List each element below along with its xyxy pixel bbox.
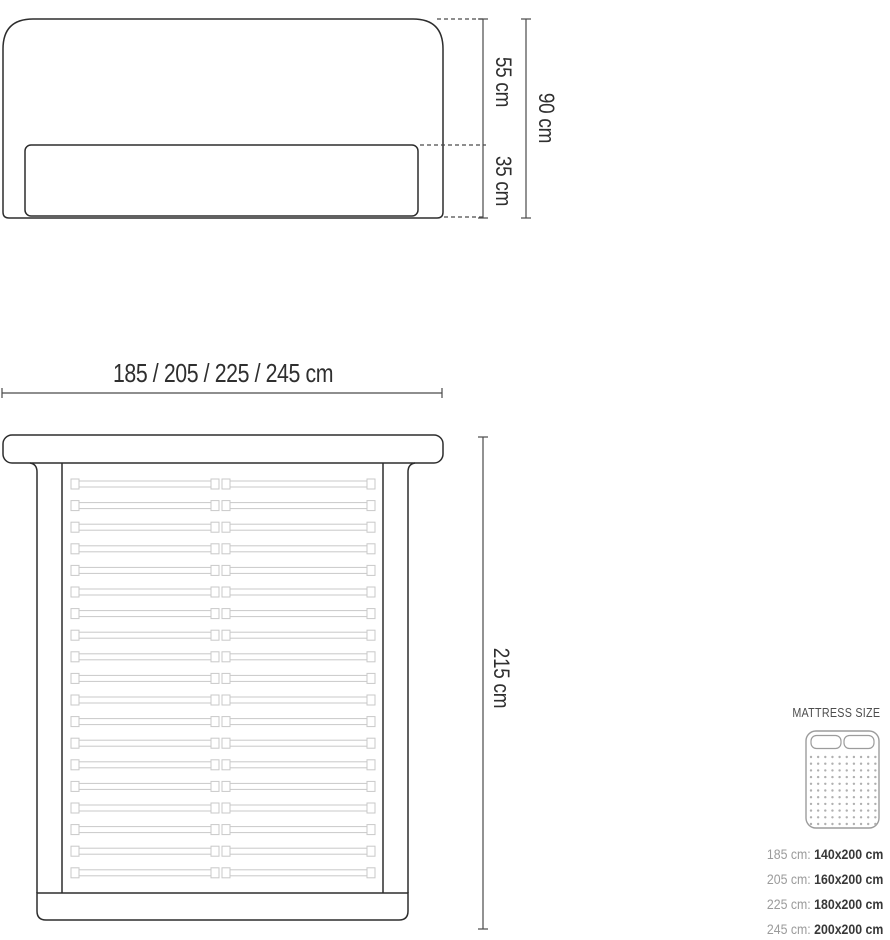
slat xyxy=(211,717,219,727)
tufting-dot xyxy=(860,796,862,798)
tufting-dot xyxy=(831,789,833,791)
slat xyxy=(79,805,211,811)
slat xyxy=(79,719,211,725)
slat xyxy=(71,544,79,554)
slat xyxy=(71,717,79,727)
frame-size-label: 245 cm: xyxy=(766,921,811,937)
slat xyxy=(211,609,219,619)
slat xyxy=(79,827,211,833)
tufting-dot xyxy=(853,769,855,771)
dim-line-55-35 xyxy=(478,19,488,218)
pillow-right-icon xyxy=(844,736,874,749)
tufting-dot xyxy=(824,823,826,825)
mattress-icon xyxy=(806,731,879,828)
tufting-dot xyxy=(867,789,869,791)
dim-label-55: 55 cm xyxy=(491,56,516,108)
slat xyxy=(222,695,230,705)
tufting-dot xyxy=(817,789,819,791)
slat xyxy=(222,609,230,619)
slat xyxy=(79,697,211,703)
slat xyxy=(79,783,211,789)
tufting-dot xyxy=(838,769,840,771)
slat xyxy=(367,868,375,878)
slat xyxy=(222,544,230,554)
slat xyxy=(367,717,375,727)
tufting-dot xyxy=(860,816,862,818)
slat xyxy=(230,805,367,811)
tufting-dot xyxy=(853,776,855,778)
tufting-dot xyxy=(846,809,848,811)
slat xyxy=(230,524,367,530)
slat xyxy=(71,673,79,683)
slat xyxy=(79,524,211,530)
slat xyxy=(211,565,219,575)
tufting-dot xyxy=(838,803,840,805)
slat xyxy=(79,654,211,660)
tufting-dot xyxy=(824,796,826,798)
tufting-dot xyxy=(824,789,826,791)
side-rail-left xyxy=(30,463,62,893)
tufting-dot xyxy=(838,816,840,818)
tufting-dot xyxy=(824,803,826,805)
tufting-dot xyxy=(810,776,812,778)
tufting-dot xyxy=(838,763,840,765)
slat xyxy=(211,781,219,791)
tufting-dot xyxy=(838,789,840,791)
side-rail-right xyxy=(383,463,415,893)
tufting-dot xyxy=(824,763,826,765)
slat xyxy=(79,503,211,509)
slat xyxy=(79,589,211,595)
tufting-dot xyxy=(838,776,840,778)
tufting-dot xyxy=(867,769,869,771)
tufting-dot xyxy=(846,823,848,825)
slat xyxy=(367,522,375,532)
slat xyxy=(230,632,367,638)
tufting-dot xyxy=(867,783,869,785)
slat xyxy=(71,652,79,662)
dim-label-35: 35 cm xyxy=(491,155,516,207)
slat xyxy=(367,587,375,597)
tufting-dot xyxy=(846,769,848,771)
slat xyxy=(230,740,367,746)
slat xyxy=(222,522,230,532)
frame-size-label: 185 cm: xyxy=(766,846,811,862)
slat xyxy=(211,673,219,683)
tufting-dot xyxy=(846,763,848,765)
tufting-dot xyxy=(824,809,826,811)
slat xyxy=(222,630,230,640)
tufting-dot xyxy=(853,789,855,791)
tufting-dot xyxy=(810,769,812,771)
tufting-dot xyxy=(860,756,862,758)
frame-size-label: 225 cm: xyxy=(766,896,811,912)
tufting-dot xyxy=(831,816,833,818)
mattress-size-value: 200x200 cm xyxy=(813,921,883,937)
tufting-dot xyxy=(867,776,869,778)
tufting-dot xyxy=(853,783,855,785)
slat xyxy=(230,783,367,789)
slat xyxy=(71,630,79,640)
tufting-dot xyxy=(867,823,869,825)
tufting-dot xyxy=(853,809,855,811)
slat xyxy=(222,673,230,683)
slat xyxy=(367,501,375,511)
slat xyxy=(79,611,211,617)
mattress-size-row xyxy=(767,867,883,892)
slat xyxy=(79,632,211,638)
mattress-size-value: 160x200 cm xyxy=(813,871,883,887)
tufting-dot xyxy=(860,763,862,765)
slat xyxy=(211,695,219,705)
pillow-left-icon xyxy=(811,736,841,749)
slat xyxy=(71,825,79,835)
tufting-dot xyxy=(860,803,862,805)
tufting-dot xyxy=(874,763,876,765)
tufting-dot xyxy=(853,756,855,758)
tufting-dot xyxy=(831,809,833,811)
tufting-dot xyxy=(874,809,876,811)
tufting-dot xyxy=(831,776,833,778)
tufting-dot xyxy=(810,756,812,758)
tufting-dot xyxy=(824,756,826,758)
slat xyxy=(71,868,79,878)
tufting-dot xyxy=(838,823,840,825)
tufting-dot xyxy=(810,816,812,818)
slat xyxy=(222,652,230,662)
mattress-size-value: 180x200 cm xyxy=(813,896,883,912)
tufting-dot xyxy=(867,756,869,758)
tufting-dot xyxy=(817,816,819,818)
slat xyxy=(367,479,375,489)
slat xyxy=(211,544,219,554)
tufting-dot xyxy=(874,816,876,818)
tufting-dot xyxy=(860,789,862,791)
slat xyxy=(367,695,375,705)
slat xyxy=(230,589,367,595)
slat xyxy=(230,546,367,552)
tufting-dot xyxy=(817,763,819,765)
tufting-dot xyxy=(860,823,862,825)
slat xyxy=(71,760,79,770)
slat xyxy=(222,868,230,878)
tufting-dot xyxy=(874,783,876,785)
slat xyxy=(211,825,219,835)
tufting-dot xyxy=(846,816,848,818)
front-view-drawing xyxy=(3,19,443,218)
tufting-dot xyxy=(860,809,862,811)
slat xyxy=(367,544,375,554)
slat xyxy=(71,803,79,813)
tufting-dot xyxy=(831,803,833,805)
slat xyxy=(367,846,375,856)
slat xyxy=(79,740,211,746)
slat xyxy=(367,652,375,662)
slat xyxy=(367,630,375,640)
slat xyxy=(222,587,230,597)
tufting-dot xyxy=(831,756,833,758)
tufting-dot xyxy=(817,803,819,805)
tufting-dot xyxy=(831,763,833,765)
slat xyxy=(211,868,219,878)
slat xyxy=(222,717,230,727)
slat xyxy=(211,630,219,640)
slat xyxy=(367,825,375,835)
slat xyxy=(230,848,367,854)
slat xyxy=(71,695,79,705)
tufting-dot xyxy=(838,809,840,811)
tufting-dot xyxy=(860,776,862,778)
tufting-dot xyxy=(817,783,819,785)
tufting-dot xyxy=(810,783,812,785)
slat xyxy=(71,781,79,791)
tufting-dot xyxy=(817,809,819,811)
tufting-dot xyxy=(838,756,840,758)
tufting-dot xyxy=(831,769,833,771)
tufting-dot xyxy=(867,803,869,805)
slat xyxy=(230,697,367,703)
dim-label-90: 90 cm xyxy=(534,92,559,144)
slat xyxy=(367,760,375,770)
tufting-dot xyxy=(824,816,826,818)
slat xyxy=(71,609,79,619)
frame-size-label: 205 cm: xyxy=(766,871,811,887)
tufting-dot xyxy=(817,796,819,798)
slat xyxy=(211,652,219,662)
slat xyxy=(211,803,219,813)
slat xyxy=(71,479,79,489)
tufting-dot xyxy=(874,756,876,758)
slat xyxy=(211,479,219,489)
tufting-dot xyxy=(874,796,876,798)
tufting-dot xyxy=(853,796,855,798)
slat xyxy=(222,803,230,813)
tufting-dot xyxy=(831,796,833,798)
tufting-dot xyxy=(874,789,876,791)
tufting-dot xyxy=(817,823,819,825)
slat xyxy=(79,481,211,487)
slat xyxy=(222,846,230,856)
slat xyxy=(211,738,219,748)
tufting-dot xyxy=(810,809,812,811)
slat xyxy=(367,803,375,813)
tufting-dot xyxy=(817,756,819,758)
slat xyxy=(367,738,375,748)
slat xyxy=(230,481,367,487)
tufting-dot xyxy=(867,796,869,798)
slat xyxy=(79,848,211,854)
bed-base-outline xyxy=(25,145,418,216)
slat xyxy=(71,522,79,532)
tufting-dot xyxy=(874,776,876,778)
dim-label-length: 215 cm xyxy=(489,647,514,709)
slat xyxy=(79,762,211,768)
dim-line-width xyxy=(2,388,442,398)
tufting-dot xyxy=(810,763,812,765)
slat xyxy=(71,846,79,856)
mattress-size-row xyxy=(767,917,883,940)
tufting-dot xyxy=(874,803,876,805)
tufting-dot xyxy=(874,769,876,771)
slat xyxy=(230,675,367,681)
slat xyxy=(71,501,79,511)
slat xyxy=(222,781,230,791)
plan-headboard-outline xyxy=(3,435,443,463)
slat xyxy=(211,846,219,856)
slat xyxy=(222,479,230,489)
tufting-dot xyxy=(824,769,826,771)
tufting-dot xyxy=(853,823,855,825)
slat xyxy=(79,675,211,681)
dim-label-width: 185 / 205 / 225 / 245 cm xyxy=(112,358,334,388)
tufting-dot xyxy=(846,796,848,798)
tufting-dot xyxy=(810,796,812,798)
slat xyxy=(230,870,367,876)
tufting-dot xyxy=(846,756,848,758)
slat xyxy=(79,546,211,552)
tufting-dot xyxy=(867,816,869,818)
slats-group xyxy=(71,479,375,878)
slat xyxy=(222,501,230,511)
slat xyxy=(230,827,367,833)
tufting-dot xyxy=(860,783,862,785)
slat xyxy=(71,587,79,597)
mattress-size-value: 140x200 cm xyxy=(813,846,883,862)
tufting-dot xyxy=(810,803,812,805)
slat xyxy=(79,567,211,573)
tufting-dot xyxy=(846,776,848,778)
slat xyxy=(71,738,79,748)
slat xyxy=(230,719,367,725)
slat xyxy=(222,738,230,748)
slat xyxy=(71,565,79,575)
tufting-dot xyxy=(831,783,833,785)
slat xyxy=(222,760,230,770)
mattress-size-row xyxy=(767,842,883,867)
tufting-dot xyxy=(817,776,819,778)
slat xyxy=(367,673,375,683)
tufting-dot xyxy=(810,823,812,825)
tufting-dot xyxy=(817,769,819,771)
tufting-dot xyxy=(838,783,840,785)
tufting-dot xyxy=(810,789,812,791)
slat xyxy=(367,781,375,791)
tufting-dot xyxy=(853,803,855,805)
slat xyxy=(211,501,219,511)
tufting-dot xyxy=(867,809,869,811)
slat xyxy=(367,609,375,619)
slat xyxy=(230,503,367,509)
slat xyxy=(211,522,219,532)
dim-line-90 xyxy=(521,19,531,218)
mattress-size-title: MATTRESS SIZE xyxy=(792,706,880,720)
slat xyxy=(230,567,367,573)
slat xyxy=(211,760,219,770)
slat xyxy=(222,825,230,835)
tufting-dot xyxy=(831,823,833,825)
slat xyxy=(222,565,230,575)
slat xyxy=(230,611,367,617)
tufting-dot xyxy=(824,783,826,785)
tufting-dot xyxy=(838,796,840,798)
tufting-dot xyxy=(853,763,855,765)
dim-line-length xyxy=(478,437,488,929)
slat xyxy=(230,762,367,768)
mattress-size-row xyxy=(767,892,883,917)
tufting-dot xyxy=(860,769,862,771)
tufting-dot xyxy=(846,789,848,791)
slat xyxy=(230,654,367,660)
tufting-dot xyxy=(824,776,826,778)
slat xyxy=(367,565,375,575)
slat xyxy=(79,870,211,876)
tufting-dot xyxy=(846,783,848,785)
tufting-dot xyxy=(853,816,855,818)
footboard-outline xyxy=(37,893,408,920)
tufting-dot xyxy=(874,823,876,825)
tufting-dot xyxy=(846,803,848,805)
slat xyxy=(211,587,219,597)
mattress-size-list xyxy=(751,842,883,940)
tufting-dot xyxy=(867,763,869,765)
